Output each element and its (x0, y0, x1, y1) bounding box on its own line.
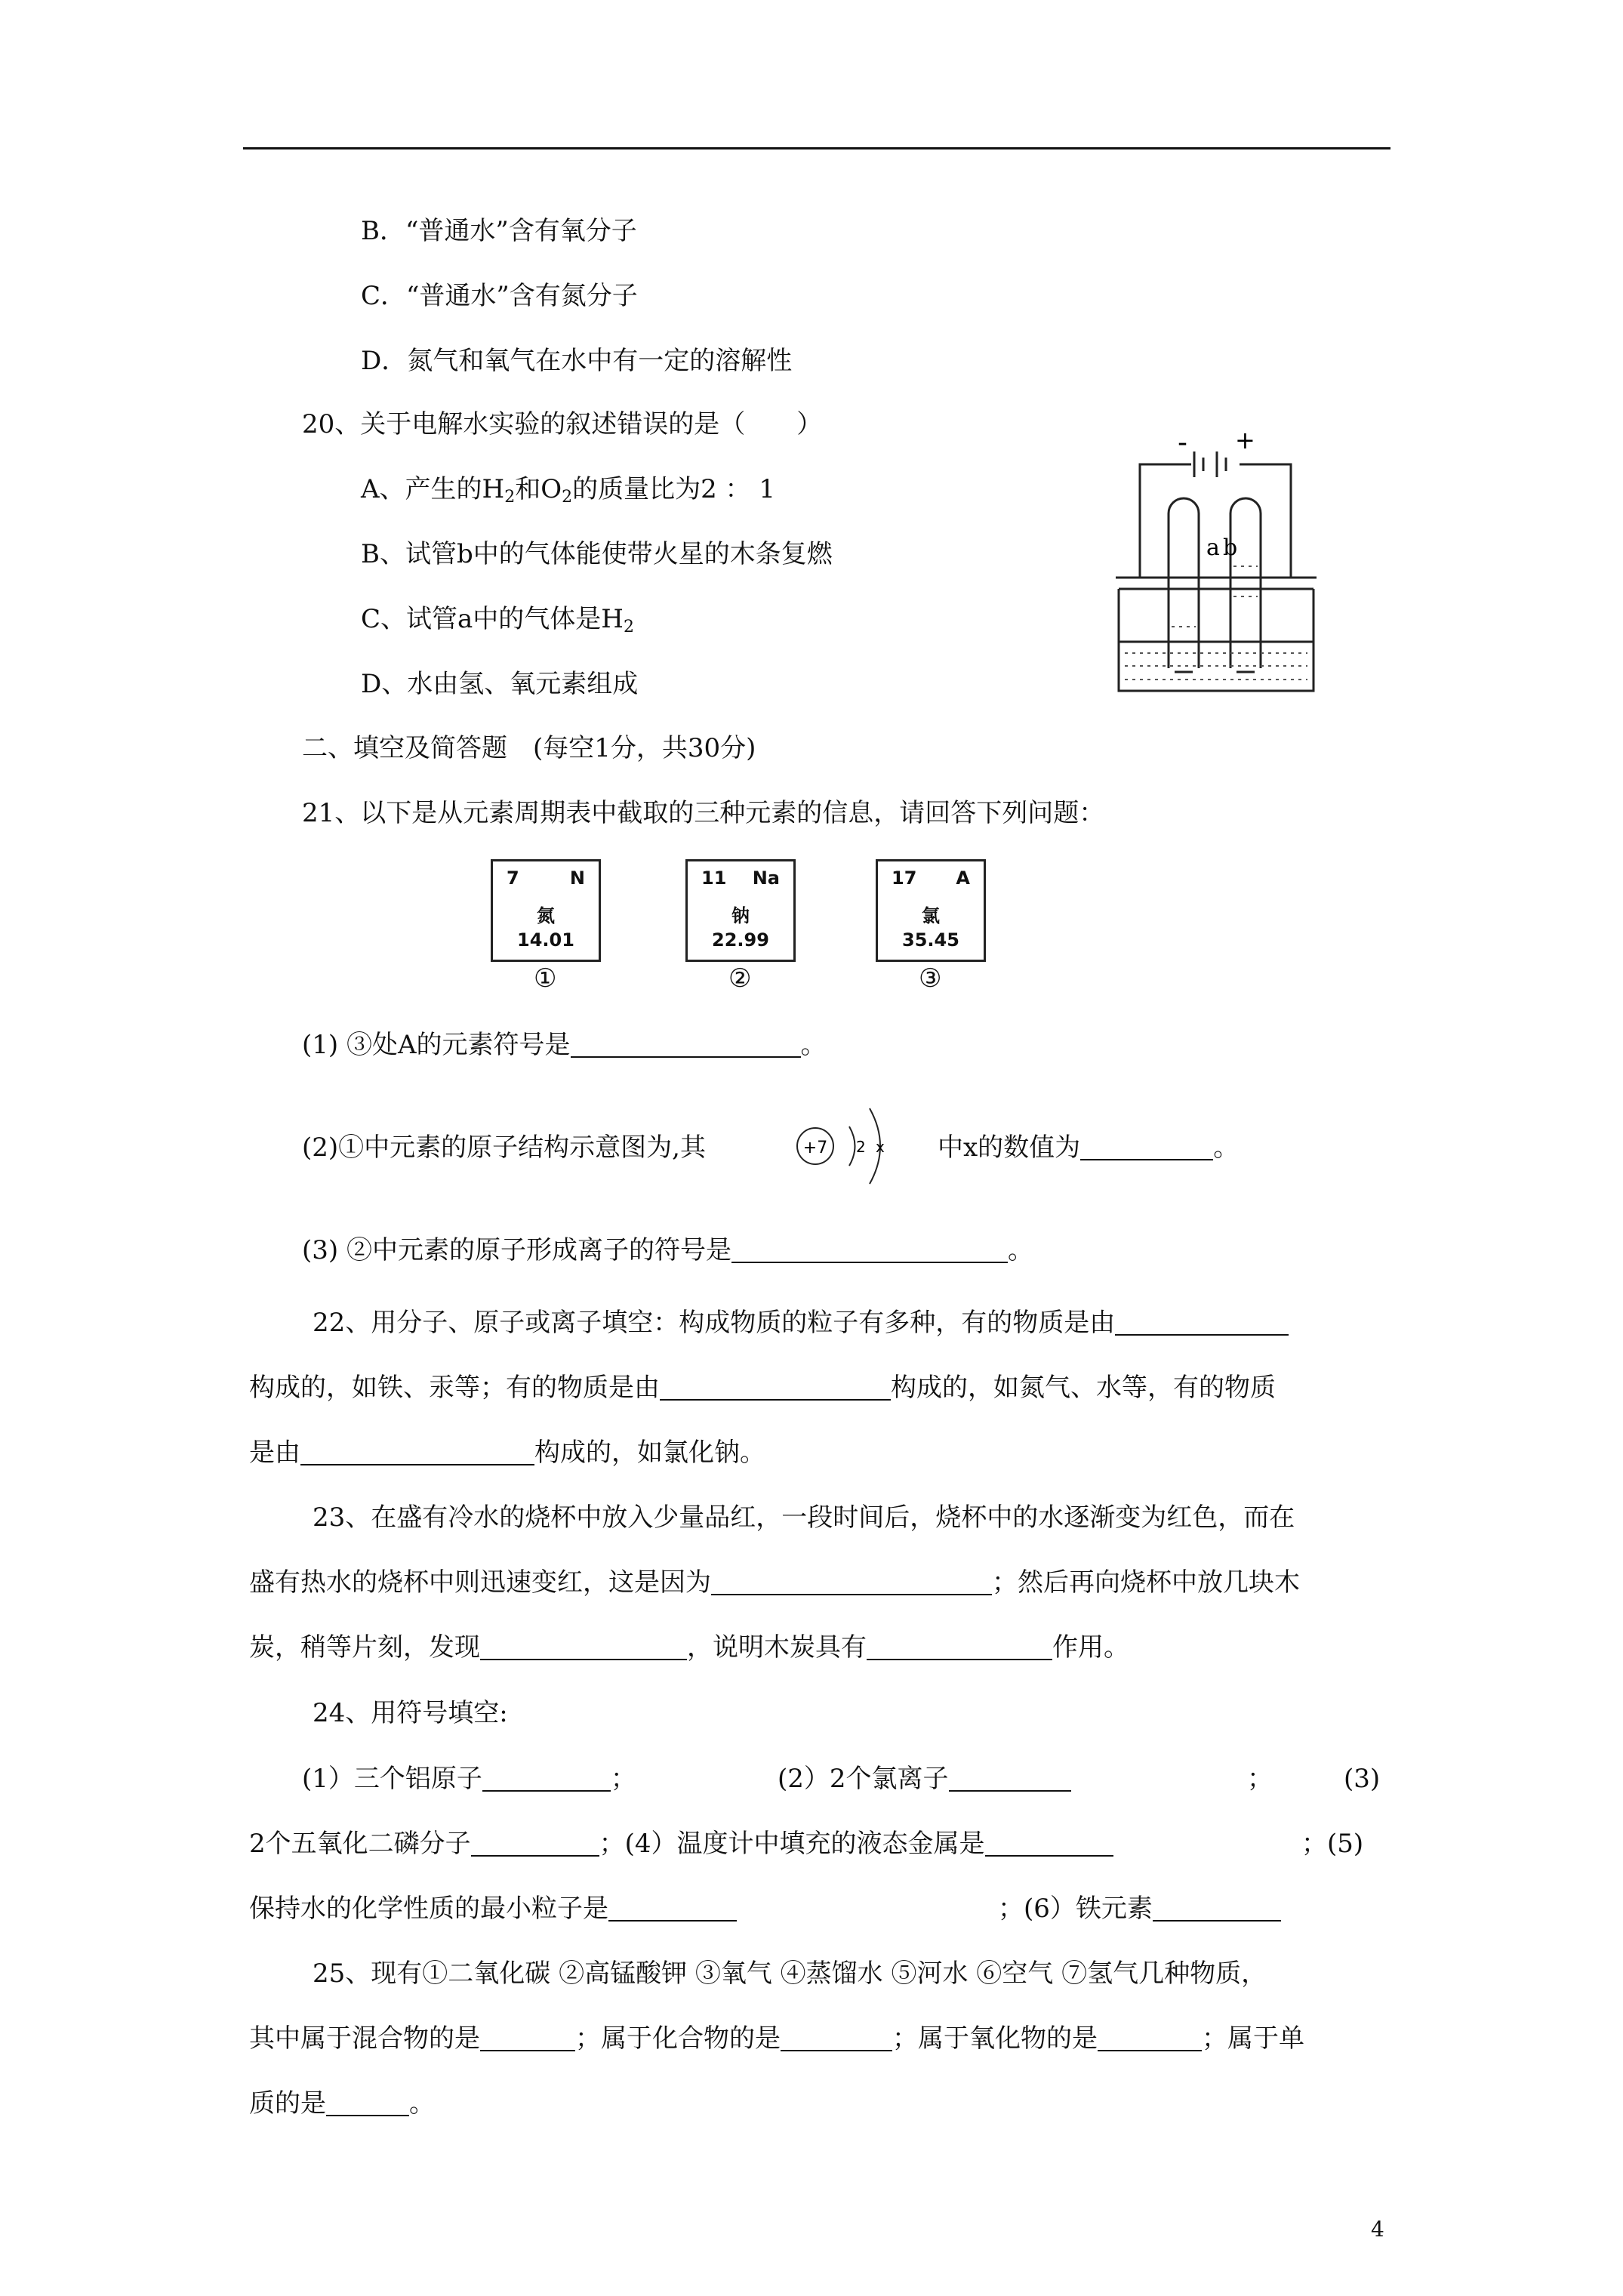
q20-option-a: A、产生的$H_2$和$O_2$的质量比为2 ： 1 (361, 474, 775, 507)
q24-stem: 24、用符号填空: (313, 1698, 508, 1728)
tile-marker-3: ③ (919, 963, 942, 994)
electrolysis-diagram (1102, 423, 1329, 710)
q22-line1: 22、用分子、原子或离子填空：构成物质的粒子有多种，有的物质是由 (313, 1306, 1289, 1339)
q21-part2-tail: 中x的数值为 。 (938, 1133, 1240, 1163)
q19-option-d: D．氮气和氧气在水中有一定的溶解性 (361, 346, 793, 376)
q21-part3: (3) ②中元素的原子形成离子的符号是 。 (302, 1235, 1033, 1265)
answer-blank[interactable] (326, 2089, 409, 2116)
header-rule (243, 147, 1390, 149)
atom-nucleus-charge: +7 (802, 1139, 828, 1157)
tile-marker-2: ② (728, 963, 752, 994)
q25-line1: 25、现有①二氧化碳 ②高锰酸钾 ③氧气 ④蒸馏水 ⑤河水 ⑥空气 ⑦氢气几种物质， (313, 1959, 1267, 1989)
q21-part1: (1) ③处A的元素符号是 。 (302, 1030, 827, 1060)
answer-blank[interactable] (711, 1568, 992, 1595)
atom-structure-diagram (793, 1095, 898, 1193)
q20-option-d: D、水由氢、氧元素组成 (361, 669, 639, 699)
element-tile-1: 7 N 氮 14.01 (491, 859, 601, 962)
q23-line2: 盛有热水的烧杯中则迅速变红，这是因为 ；然后再向烧杯中放几块木 (249, 1567, 1300, 1598)
q20-option-c: C、试管a中的气体是$H_2$ (361, 604, 634, 636)
q19-option-c: C．“普通水”含有氮分子 (361, 281, 638, 311)
tile-marker-1: ① (534, 963, 557, 994)
q20-option-b: B、试管b中的气体能使带火星的木条复燃 (361, 539, 833, 569)
q24-item1: (1）三个铝原子 ； (302, 1764, 636, 1794)
q25-line2: 其中属于混合物的是 ；属于化合物的是 ；属于氧化物的是 ；属于单 (249, 2023, 1304, 2054)
answer-blank[interactable] (300, 1438, 534, 1465)
q24-item6: ；(6）铁元素 (998, 1892, 1281, 1925)
answer-blank[interactable] (1098, 2024, 1202, 2051)
q20-stem: 20、关于电解水实验的叙述错误的是（ ） (302, 409, 823, 439)
answer-blank[interactable] (1080, 1133, 1213, 1160)
answer-blank[interactable] (608, 1894, 737, 1922)
answer-blank[interactable] (731, 1236, 1008, 1263)
atom-shell2: x (876, 1138, 885, 1156)
q23-line3: 炭，稍等片刻，发现 ，说明木炭具有 作用。 (249, 1632, 1129, 1663)
answer-blank[interactable] (781, 2024, 892, 2051)
q24-line3: 保持水的化学性质的最小粒子是 (249, 1892, 737, 1925)
atom-shell1: 2 (856, 1138, 866, 1156)
q24-item3-num: (3) (1344, 1764, 1381, 1794)
answer-blank[interactable] (660, 1373, 891, 1401)
element-tile-3: 17 A 氯 35.45 (876, 859, 986, 962)
terminal-plus: + (1235, 426, 1255, 455)
answer-blank[interactable] (571, 1031, 801, 1058)
q23-line1: 23、在盛有冷水的烧杯中放入少量品红，一段时间后，烧杯中的水逐渐变为红色，而在 (313, 1502, 1295, 1533)
q24-item5-num: ；(5) (1301, 1829, 1364, 1859)
tube-label-a: a (1206, 535, 1220, 561)
page-number: 4 (1371, 2217, 1384, 2242)
answer-blank[interactable] (480, 2024, 575, 2051)
q24-sep: ； (1247, 1764, 1273, 1794)
q19-option-b: B．“普通水”含有氧分子 (361, 216, 637, 246)
answer-blank[interactable] (471, 1829, 599, 1857)
answer-blank[interactable] (482, 1764, 611, 1792)
q25-line3: 质的是 。 (249, 2088, 435, 2119)
answer-blank[interactable] (949, 1764, 1071, 1792)
q22-line2: 构成的，如铁、汞等；有的物质是由 构成的，如氮气、水等，有的物质 (249, 1373, 1276, 1403)
q22-line3: 是由 构成的，如氯化钠。 (249, 1438, 765, 1468)
answer-blank[interactable] (1153, 1894, 1281, 1922)
q21-part2: (2)①中元素的原子结构示意图为,其 (302, 1133, 706, 1163)
answer-blank[interactable] (985, 1829, 1113, 1857)
terminal-minus: - (1178, 427, 1187, 458)
section-heading: 二、填空及简答题 (每空1分，共30分) (302, 733, 756, 763)
q24-line2: 2个五氧化二磷分子 ；(4）温度计中填充的液态金属是 (249, 1827, 1113, 1860)
answer-blank[interactable] (867, 1633, 1052, 1660)
tube-label-b: b (1223, 535, 1238, 561)
q21-stem: 21、以下是从元素周期表中截取的三种元素的信息，请回答下列问题： (302, 798, 1105, 828)
answer-blank[interactable] (1115, 1308, 1289, 1336)
element-tile-2: 11 Na 钠 22.99 (685, 859, 796, 962)
answer-blank[interactable] (480, 1633, 687, 1660)
q24-item2: (2）2个氯离子 (778, 1762, 1071, 1795)
